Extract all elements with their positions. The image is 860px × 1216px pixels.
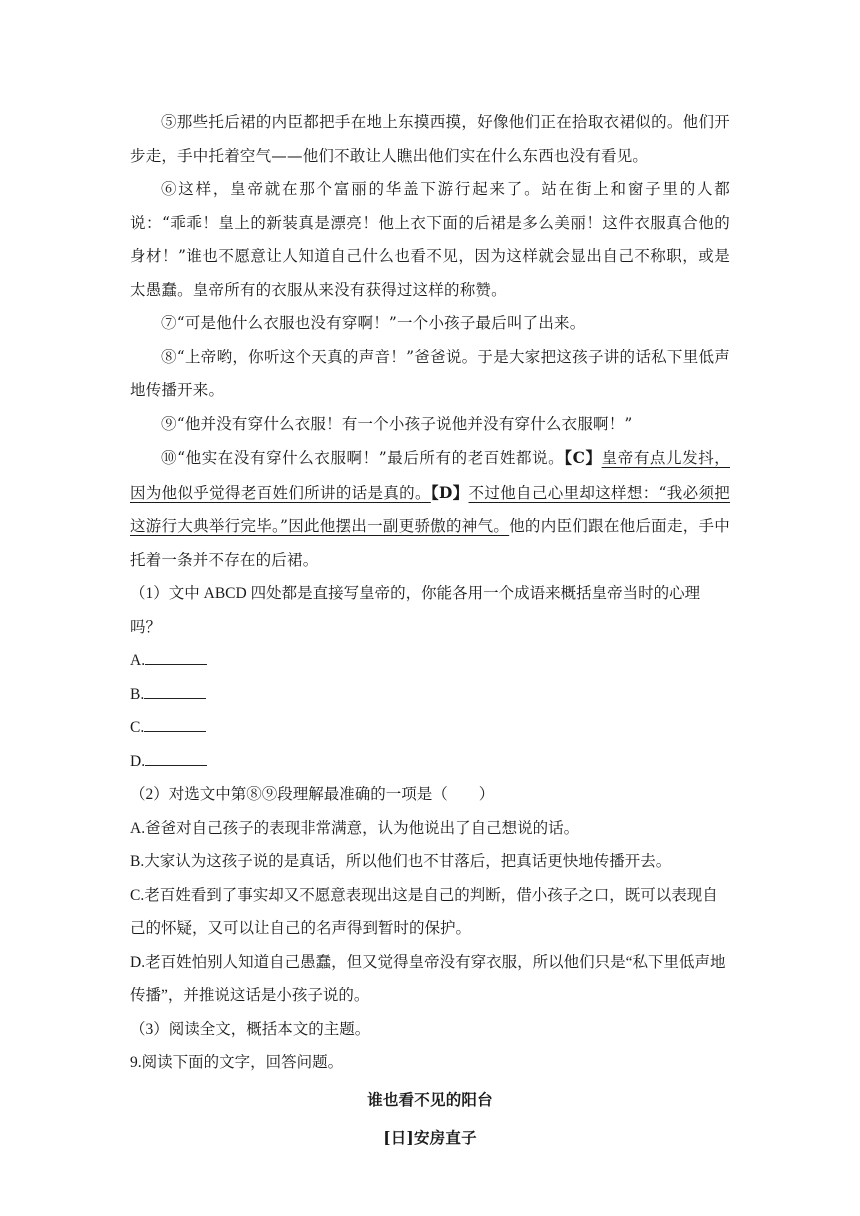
- option-a-label: A.: [130, 652, 146, 669]
- question-2-option-c: C.老百姓看到了事实却又不愿意表现出这是自己的判断，借小孩子之口，既可以表现自己的怀疑，又可以让自己的名声得到暂时的保护。: [130, 886, 718, 937]
- option-d-label: D.: [130, 752, 146, 770]
- marker-c: 【C】: [564, 448, 602, 467]
- answer-line-b: [130, 678, 730, 712]
- answer-blank-b[interactable]: [144, 684, 206, 699]
- paragraph-9: ⑨“他并没有穿什么衣服！有一个小孩子说他并没有穿什么衣服啊！”: [161, 414, 633, 433]
- paragraph-5: ⑤那些托后裙的内臣都把手在地上东摸西摸，好像他们正在拾取衣裙似的。他们开步走，手中托着空气——他们不敢让人瞧出他们实在什么东西也没有看见。: [130, 113, 730, 165]
- question-2-option-d: D.老百姓怕别人知道自己愚蠢，但又觉得皇帝没有穿衣服，所以他们只是“私下里低声地传播”，并推说这话是小孩子说的。: [130, 953, 726, 1004]
- next-passage-title: 谁也看不见的阳台: [367, 1089, 493, 1109]
- content-column: [130, 106, 730, 1156]
- answer-line-c: [130, 711, 730, 745]
- marker-d: 【D】: [430, 482, 469, 502]
- answer-blank-d[interactable]: [145, 751, 207, 766]
- question-9: 9.阅读下面的文字，回答问题。: [130, 1054, 344, 1071]
- option-c-label: C.: [130, 719, 145, 736]
- option-b-label: B.: [130, 685, 145, 703]
- question-1: （1）文中 ABCD 四处都是直接写皇帝的，你能各用一个成语来概括皇帝当时的心理吗？: [130, 585, 701, 636]
- answer-blank-c[interactable]: [144, 717, 206, 732]
- answer-line-a: [130, 644, 730, 678]
- paragraph-10-lead: ⑩“他实在没有穿什么衣服啊！”最后所有的老百姓都说。: [161, 449, 565, 467]
- answer-line-d: [130, 745, 730, 779]
- paragraph-8: ⑧“上帝哟，你听这个天真的声音！”爸爸说。于是大家把这孩子讲的话私下里低声地传播开来。: [130, 347, 730, 399]
- question-2-option-a: A.爸爸对自己孩子的表现非常满意，认为他说出了自己想说的话。: [130, 819, 580, 837]
- underlined-d: 不过他自己心里却这样想：“我必须把这游行大典举行完毕。”因此他摆出一副更骄傲的神气。: [130, 483, 731, 535]
- next-passage-author: [日]安房直子: [383, 1127, 477, 1147]
- question-2: （2）对选文中第⑧⑨段理解最准确的一项是（ ）: [130, 786, 495, 803]
- question-3: （3）阅读全文，概括本文的主题。: [130, 1020, 371, 1038]
- paragraph-6: ⑥这样，皇帝就在那个富丽的华盖下游行起来了。站在街上和窗子里的人都说：“乖乖！皇上的新装真是漂亮！他上衣下面的后裙是多么美丽！这件衣服真合他的身材！”谁也不愿意让人知道自己什么也看不见，因为这样就会显出自己不称职，或是太愚蠢。皇帝所有的衣服从来没有获得过这样的称赞。: [130, 180, 730, 299]
- paragraph-10: [130, 441, 730, 577]
- underlined-c: 皇帝有点儿发抖，因为他似乎觉得老百姓们所讲的话是真的。: [130, 449, 730, 502]
- question-2-option-b: B.大家认为这孩子说的是真话，所以他们也不甘落后，把真话更快地传播开去。: [130, 853, 672, 870]
- answer-blank-a[interactable]: [145, 650, 207, 665]
- paragraph-10-end: 他的内臣们跟在他后面走，手中托着一条并不存在的后裙。: [130, 517, 730, 569]
- paragraph-7: ⑦“可是他什么衣服也没有穿啊！”一个小孩子最后叫了出来。: [161, 314, 586, 332]
